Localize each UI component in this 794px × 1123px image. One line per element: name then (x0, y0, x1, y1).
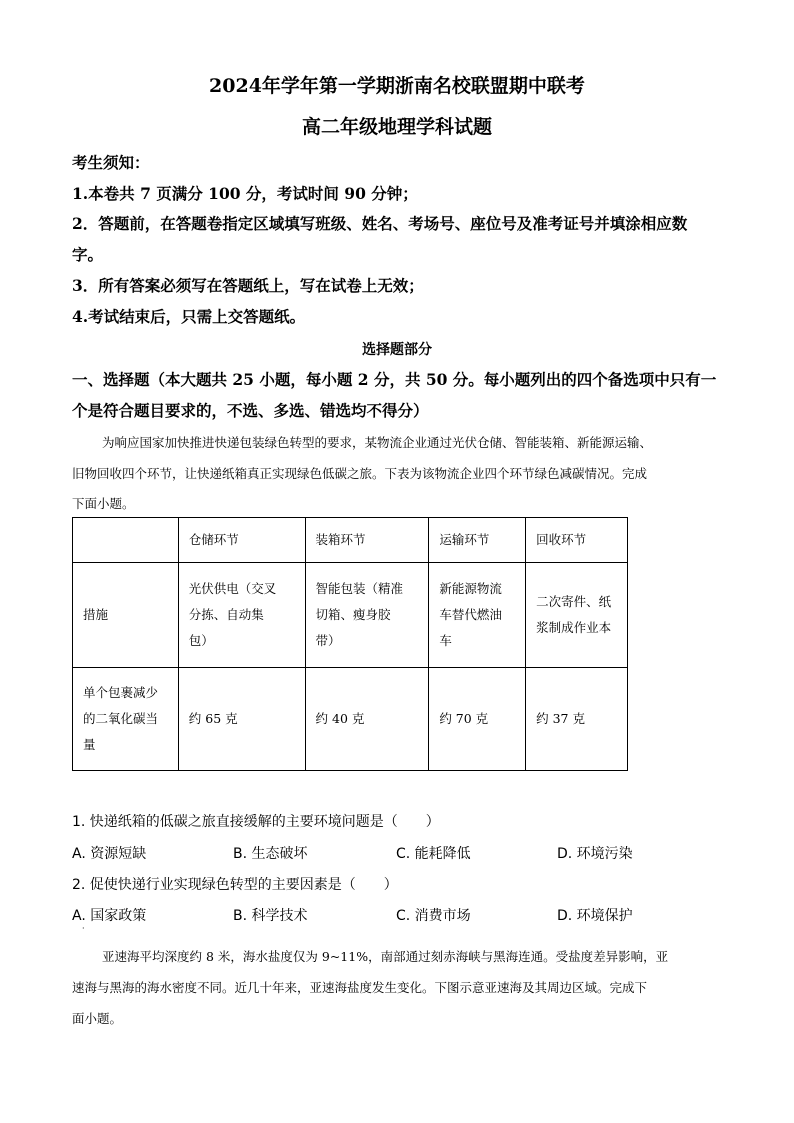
carbon-reduction-table (72, 517, 628, 771)
row-label-carbon (73, 668, 179, 771)
cell-line: 新能源物流 (439, 581, 502, 596)
table-cell (429, 563, 526, 668)
table-row (73, 668, 628, 771)
cell-line: 浆制成作业本 (536, 620, 612, 635)
exam-title: 2024年学年第一学期浙南名校联盟期中联考 (209, 75, 585, 97)
notice-item-4: 4.考试结束后，只需上交答题纸。 (72, 307, 306, 326)
exam-subtitle: 高二年级地理学科试题 (301, 116, 492, 138)
table-cell: 约 65 克 (178, 668, 305, 771)
table-header-cell: 运输环节 (429, 518, 526, 563)
cell-line: 光伏供电（交叉 (188, 581, 277, 596)
table-header-cell (73, 518, 179, 563)
table-cell: 约 40 克 (305, 668, 429, 771)
question-1-option-c: C. 能耗降低 (396, 846, 471, 862)
cell-line: 切箱、瘦身胶 (315, 607, 391, 622)
question-1-option-d: D. 环境污染 (557, 846, 633, 862)
question-1-stem: 1. 快递纸箱的低碳之旅直接缓解的主要环境问题是（ ） (72, 814, 440, 830)
cell-line: 量 (83, 737, 96, 752)
table-cell (305, 563, 429, 668)
section-instructions-line1: 一、选择题（本大题共 25 小题，每小题 2 分，共 50 分。每小题列出的四个备选项中只有一 (72, 370, 717, 389)
passage1-line2: 旧物回收四个环节，让快递纸箱真正实现绿色低碳之旅。下表为该物流企业四个环节绿色减碳情况。完成 (72, 466, 648, 481)
passage2-line1: 亚速海平均深度约 8 米，海水盐度仅为 9~11%，南部通过刻赤海峡与黑海连通。受盐度差异影响，亚 (102, 949, 669, 964)
notice-heading: 考生须知： (72, 153, 150, 172)
question-2-stem: 2. 促使快递行业实现绿色转型的主要因素是（ ） (72, 877, 398, 893)
question-2-option-a: A. 国家政策 (72, 908, 147, 924)
cell-line: 带） (315, 633, 341, 648)
section-instructions-line2: 个是符合题目要求的，不选、多选、错选均不得分） (72, 401, 429, 420)
table-header-row (73, 518, 628, 563)
cell-line: 单个包裹减少 (83, 685, 159, 700)
cell-line: 包） (188, 633, 214, 648)
question-2-option-c: C. 消费市场 (396, 908, 471, 924)
stray-dot: · (82, 924, 85, 933)
section-title: 选择题部分 (362, 342, 432, 358)
cell-line: 分拣、自动集 (188, 607, 264, 622)
table-cell (178, 563, 305, 668)
cell-line: 智能包装（精准 (315, 581, 404, 596)
table-cell (526, 563, 628, 668)
passage2-line2: 速海与黑海的海水密度不同。近几十年来，亚速海盐度发生变化。下图示意亚速海及其周边区域。完成下 (72, 980, 648, 995)
table-header-cell: 回收环节 (526, 518, 628, 563)
notice-item-1: 1.本卷共 7 页满分 100 分，考试时间 90 分钟； (72, 184, 418, 203)
question-2-option-d: D. 环境保护 (557, 908, 633, 924)
notice-item-2-line1: 2．答题前，在答题卷指定区域填写班级、姓名、考场号、座位号及准考证号并填涂相应数 (72, 214, 688, 233)
table-cell: 约 37 克 (526, 668, 628, 771)
cell-line: 二次寄件、纸 (536, 594, 612, 609)
question-1-option-a: A. 资源短缺 (72, 846, 147, 862)
passage1-line1: 为响应国家加快推进快递包装绿色转型的要求，某物流企业通过光伏仓储、智能装箱、新能源运输、 (102, 435, 653, 450)
cell-line: 车替代燃油 (439, 607, 502, 622)
question-2-option-b: B. 科学技术 (233, 908, 308, 924)
notice-item-2-line2: 字。 (72, 245, 104, 264)
passage1-line3: 下面小题。 (72, 496, 135, 511)
cell-line: 车 (439, 633, 452, 648)
table-cell: 约 70 克 (429, 668, 526, 771)
passage2-line3: 面小题。 (72, 1011, 123, 1026)
cell-line: 的二氧化碳当 (83, 711, 159, 726)
notice-item-3: 3．所有答案必须写在答题纸上，写在试卷上无效； (72, 276, 424, 295)
table-header-cell: 仓储环节 (178, 518, 305, 563)
row-label-measures: 措施 (73, 563, 179, 668)
table-row (73, 563, 628, 668)
question-1-option-b: B. 生态破坏 (233, 846, 308, 862)
table-header-cell: 装箱环节 (305, 518, 429, 563)
